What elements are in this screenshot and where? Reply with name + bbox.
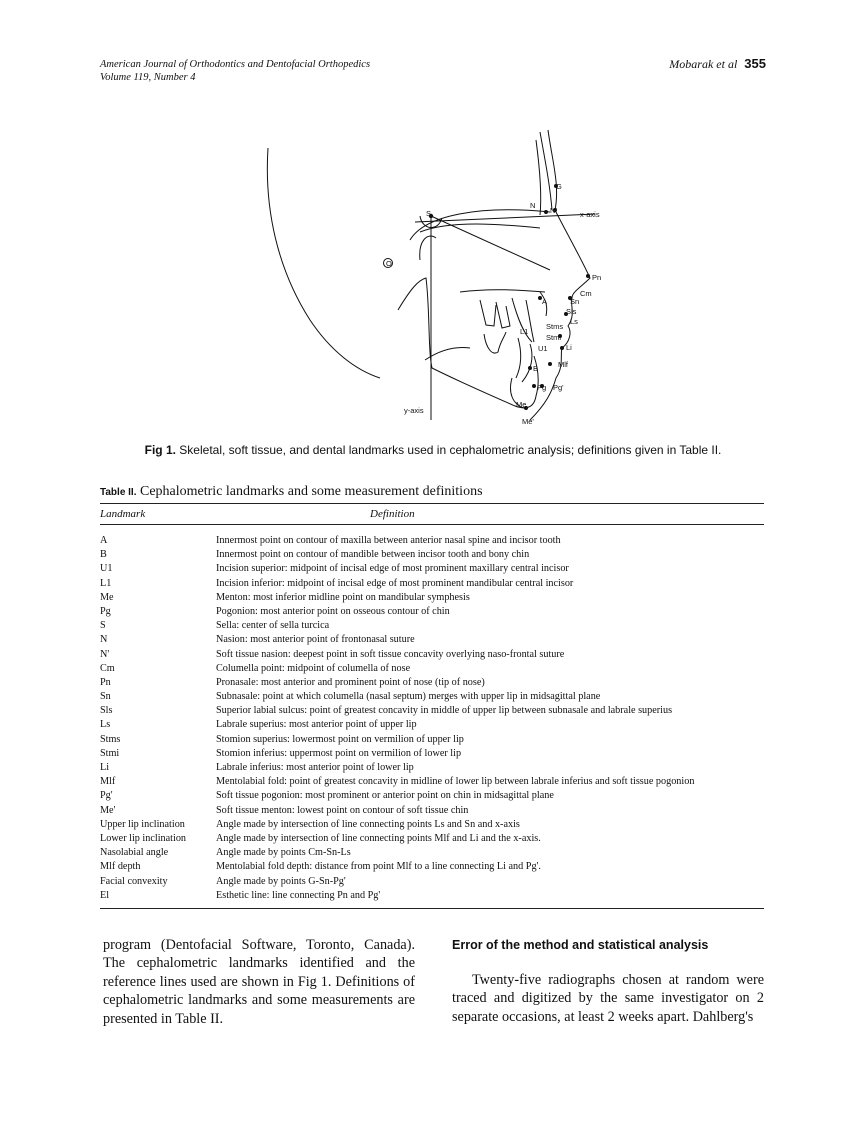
- table-row: [100, 577, 764, 591]
- definition-cell: Angle made by points Cm-Sn-Ls: [216, 847, 351, 859]
- label-y-axis: y-axis: [404, 406, 424, 415]
- landmark-cell: Lower lip inclination: [100, 832, 187, 844]
- landmark-cell: Mlf: [100, 776, 116, 788]
- landmark-cell: N': [100, 648, 110, 660]
- cephalometric-figure: [250, 120, 630, 440]
- landmark-cell: Facial convexity: [100, 875, 168, 887]
- landmark-cell: Me: [100, 591, 114, 603]
- landmark-dot-pg: [532, 384, 536, 388]
- cranium-outline: [267, 148, 380, 378]
- landmark-cell: Stms: [100, 733, 121, 745]
- landmark-dot-pn: [586, 274, 590, 278]
- definition-cell: Incision inferior: midpoint of incisal edge of most prominent mandibular central incisor: [216, 577, 574, 589]
- label-cm: Cm: [580, 289, 592, 298]
- table-title: [100, 484, 483, 500]
- section-heading: Error of the method and statistical analysis: [452, 938, 709, 952]
- definition-cell: Innermost point on contour of maxilla between anterior nasal spine and incisor tooth: [216, 535, 561, 546]
- landmark-cell: Sn: [100, 691, 111, 703]
- landmark-cell: Pg': [100, 790, 113, 802]
- definition-cell: Soft tissue pogonion: most prominent or anterior point on chin in midsagittal plane: [216, 790, 554, 802]
- landmark-cell: L1: [100, 577, 112, 589]
- table-row: [100, 761, 764, 775]
- landmark-cell: Upper lip inclination: [100, 818, 185, 830]
- landmark-cell: Li: [100, 762, 110, 773]
- landmark-cell: Sls: [100, 705, 113, 717]
- label-pgprime: Pg': [553, 383, 564, 392]
- definition-cell: Nasion: most anterior point of frontonasal suture: [216, 634, 415, 646]
- header-definition: Definition: [370, 508, 415, 520]
- journal-volume: Volume 119, Number 4: [100, 72, 196, 83]
- definition-cell: Superior labial sulcus: point of greatest concavity in middle of upper lip between subnasale and labrale superius: [216, 705, 673, 717]
- definition-cell: Soft tissue menton: lowest point on contour of soft tissue chin: [216, 804, 469, 816]
- table-row: [100, 704, 764, 718]
- table-row: [100, 875, 764, 889]
- label-me: Me: [516, 400, 527, 409]
- landmark-cell: Pg: [100, 605, 111, 617]
- page-number: 355: [744, 56, 766, 71]
- definition-cell: Mentolabial fold: point of greatest concavity in midline of lower lip between labrale inferius and soft tissue pogonion: [216, 776, 695, 788]
- label-u1: U1: [538, 344, 548, 353]
- table-label: Table II.: [100, 487, 137, 498]
- label-l1: L1: [520, 327, 529, 336]
- label-s: S: [426, 209, 432, 218]
- label-sls: Sls: [566, 307, 577, 316]
- running-header-page: [669, 56, 766, 72]
- lower-incisor-b: [522, 344, 532, 382]
- landmark-dot-n: [544, 210, 548, 214]
- orbit-curve: [420, 236, 436, 260]
- running-header-journal: [100, 58, 370, 84]
- definition-cell: Stomion superius: lowermost point on vermilion of upper lip: [216, 733, 464, 745]
- journal-title: American Journal of Orthodontics and Dentofacial Orthopedics: [100, 59, 371, 70]
- definition-cell: Labrale inferius: most anterior point of lower lip: [216, 762, 414, 773]
- definition-cell: Pogonion: most anterior point on osseous contour of chin: [216, 605, 450, 617]
- lower-molar: [484, 332, 506, 353]
- landmark-cell: Stmi: [100, 747, 120, 759]
- table-row: [100, 676, 764, 690]
- palatal-plane: [460, 290, 545, 292]
- label-stms: Stms: [546, 322, 564, 331]
- table-title-text: Cephalometric landmarks and some measurement definitions: [140, 484, 483, 499]
- definition-cell: Mentolabial fold depth: distance from point Mlf to a line connecting Li and Pg'.: [216, 861, 541, 873]
- landmark-dot-b: [528, 366, 532, 370]
- figure-caption-label: Fig 1.: [144, 443, 176, 457]
- definition-cell: Menton: most inferior midline point on mandibular symphesis: [216, 591, 470, 603]
- table-row: [100, 648, 764, 662]
- lower-incisor: [516, 338, 521, 378]
- definition-cell: Angle made by points G-Sn-Pg': [216, 875, 346, 887]
- label-ls: Ls: [570, 317, 578, 326]
- label-meprime: Me': [522, 417, 534, 426]
- table-row: [100, 619, 764, 633]
- figure-caption-text: Skeletal, soft tissue, and dental landmarks used in cephalometric analysis; definitions given in Table II.: [179, 443, 722, 457]
- label-li: Li: [566, 343, 572, 352]
- figure-caption: [0, 443, 866, 457]
- definition-cell: Subnasale: point at which columella (nasal septum) merges with upper lip in midsagittal plane: [216, 691, 601, 703]
- table-row: [100, 605, 764, 619]
- label-mlf: Mlf: [558, 360, 568, 369]
- table-row: [100, 548, 764, 562]
- label-g: G: [556, 182, 562, 191]
- table-bottom-rule: [100, 908, 764, 909]
- table-row: [100, 633, 764, 647]
- definition-cell: Incision superior: midpoint of incisal edge of most prominent maxillary central incisor: [216, 563, 569, 575]
- table-body: [100, 525, 764, 908]
- label-a: A: [542, 297, 548, 306]
- definition-cell: Esthetic line: line connecting Pn and Pg': [216, 889, 381, 901]
- table-row: [100, 889, 764, 903]
- mandible-outline: [398, 278, 538, 408]
- table-row: [100, 591, 764, 605]
- landmark-cell: Mlf depth: [100, 861, 141, 873]
- body-right-column: Twenty-five radiographs chosen at random were traced and digitized by the same investigator on 2 separate occasions, at least 2 weeks apart. Dahlberg's: [452, 972, 764, 1025]
- table-row: [100, 733, 764, 747]
- cephalometric-tracing: [250, 120, 630, 440]
- landmark-cell: Ls: [100, 719, 111, 731]
- label-x-axis: x-axis: [580, 210, 600, 219]
- landmark-cell: Cm: [100, 662, 115, 674]
- table-row: [100, 662, 764, 676]
- definition-cell: Angle made by intersection of line connecting points Mlf and Li and the x-axis.: [216, 832, 541, 844]
- definition-cell: Angle made by intersection of line connecting points Ls and Sn and x-axis: [216, 818, 520, 830]
- table-row: [100, 775, 764, 789]
- definition-cell: Soft tissue nasion: deepest point in soft tissue concavity overlying naso-frontal suture: [216, 648, 565, 660]
- table-row: [100, 789, 764, 803]
- body-left-column: program (Dentofacial Software, Toronto, Canada). The cephalometric landmarks identified and the reference lines used are shown in Fig 1. Definitions of cephalometric landmarks and some measurements are presented in Table II.: [103, 937, 415, 1027]
- landmark-dot-li: [560, 346, 564, 350]
- landmark-cell: El: [100, 889, 110, 901]
- header-landmark: Landmark: [100, 508, 146, 520]
- label-sn: Sn: [570, 297, 580, 306]
- table-row: [100, 846, 764, 860]
- definition-cell: Labrale superius: most anterior point of upper lip: [216, 719, 417, 731]
- landmark-cell: Pn: [100, 676, 111, 688]
- landmark-cell: Me': [100, 804, 116, 816]
- landmark-dot-mlf: [548, 362, 552, 366]
- table-row: [100, 832, 764, 846]
- table-row: [100, 718, 764, 732]
- ramus-line: [425, 348, 470, 361]
- upper-molar-2: [496, 302, 510, 328]
- label-n: N: [530, 201, 536, 210]
- frontal-inner: [536, 140, 541, 215]
- label-nprime: N': [550, 206, 557, 215]
- landmark-cell: U1: [100, 563, 113, 575]
- landmark-cell: N: [100, 634, 108, 646]
- table-row: [100, 690, 764, 704]
- table-row: [100, 562, 764, 576]
- table-row: [100, 818, 764, 832]
- landmark-cell: Nasolabial angle: [100, 847, 169, 859]
- landmark-cell: B: [100, 549, 107, 561]
- table-row: [100, 534, 764, 548]
- label-pg: Pg: [537, 383, 547, 392]
- landmark-cell: A: [100, 535, 108, 546]
- landmarks-table: [100, 503, 764, 909]
- label-stmi: Stmi: [546, 333, 561, 342]
- landmark-cell: S: [100, 620, 106, 632]
- label-o: O: [386, 259, 392, 268]
- label-pn: Pn: [592, 273, 602, 282]
- table-header-row: [100, 504, 764, 524]
- table-row: [100, 860, 764, 874]
- definition-cell: Innermost point on contour of mandible between incisor tooth and bony chin: [216, 549, 530, 561]
- label-b: B: [533, 364, 539, 373]
- definition-cell: Stomion inferius: uppermost point on vermilion of lower lip: [216, 747, 462, 759]
- definition-cell: Sella: center of sella turcica: [216, 620, 330, 632]
- authors: Mobarak et al: [669, 57, 738, 71]
- definition-cell: Columella point: midpoint of columella of nose: [216, 662, 411, 674]
- upper-molar: [480, 300, 496, 326]
- table-row: [100, 747, 764, 761]
- soft-tissue-profile: [530, 130, 590, 420]
- definition-cell: Pronasale: most anterior and prominent point of nose (tip of nose): [216, 676, 485, 688]
- table-row: [100, 804, 764, 818]
